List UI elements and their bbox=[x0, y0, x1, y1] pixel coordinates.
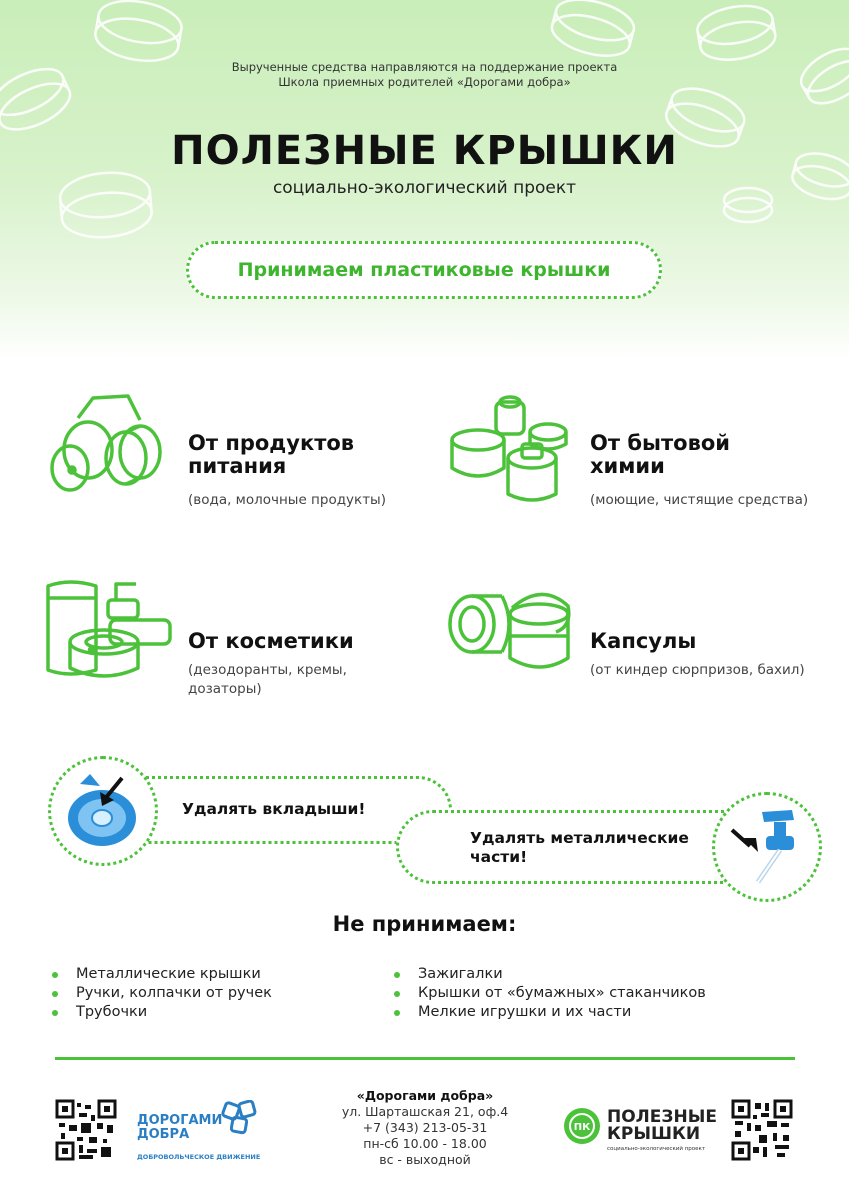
household-chemicals-caps-icon bbox=[446, 392, 576, 516]
phone: +7 (343) 213-05-31 bbox=[362, 1120, 488, 1135]
capsules-icon bbox=[444, 578, 574, 682]
list-item: Ручки, колпачки от ручек bbox=[50, 984, 272, 1003]
cosmetics-caps-icon bbox=[44, 578, 174, 692]
category-cosmetics-title: От косметики bbox=[188, 629, 354, 653]
address: ул. Шарташская 21, оф.4 bbox=[341, 1104, 509, 1119]
qr-code-left-icon[interactable] bbox=[55, 1099, 117, 1161]
not-accepted-heading: Не принимаем: bbox=[332, 912, 517, 936]
funding-note bbox=[0, 60, 849, 90]
category-capsules-title: Капсулы bbox=[590, 629, 697, 653]
category-household-desc: (моющие, чистящие средства) bbox=[590, 492, 809, 508]
accept-banner bbox=[186, 241, 662, 299]
accept-banner-text: Принимаем пластиковые крышки bbox=[237, 259, 611, 281]
list-item: Металлические крышки bbox=[50, 965, 272, 984]
category-cosmetics-desc: (дезодоранты, кремы, дозаторы) bbox=[188, 662, 347, 697]
pump-dispenser-icon bbox=[722, 802, 812, 896]
qr-code-right-icon[interactable] bbox=[731, 1099, 793, 1161]
contact-info bbox=[320, 1088, 530, 1168]
funding-line-2: Школа приемных родителей «Дорогами добра» bbox=[278, 75, 571, 89]
polezny-kryshki-logo-subtitle: социально-экологический проект bbox=[607, 1146, 706, 1152]
weekend-hours: вс - выходной bbox=[379, 1152, 471, 1167]
dorogami-dobra-logo-subtitle: ДОБРОВОЛЬЧЕСКОЕ ДВИЖЕНИЕ bbox=[137, 1153, 261, 1161]
pk-badge-text: ПК bbox=[573, 1122, 591, 1133]
page-title: ПОЛЕЗНЫЕ КРЫШКИ bbox=[171, 128, 678, 174]
not-accepted-list-right bbox=[392, 965, 706, 1022]
polezny-kryshki-logo-text: ПОЛЕЗНЫЕ КРЫШКИ bbox=[607, 1107, 717, 1144]
list-item: Трубочки bbox=[50, 1003, 272, 1022]
dorogami-dobra-logo-icon bbox=[220, 1100, 260, 1140]
cap-with-insert-icon bbox=[60, 770, 150, 856]
working-hours: пн-сб 10.00 - 18.00 bbox=[363, 1136, 487, 1151]
category-household-title: От бытовой химии bbox=[590, 431, 731, 478]
dorogami-dobra-logo-text: ДОРОГАМИ ДОБРА bbox=[137, 1113, 223, 1142]
funding-line-1: Вырученные средства направляются на поддержание проекта bbox=[231, 60, 618, 74]
category-food-desc: (вода, молочные продукты) bbox=[188, 492, 386, 508]
list-item: Зажигалки bbox=[392, 965, 706, 984]
page-subtitle: социально-экологический проект bbox=[272, 178, 577, 198]
footer-divider bbox=[55, 1057, 795, 1060]
decorative-caps-background bbox=[0, 0, 849, 240]
category-capsules-desc: (от киндер сюрпризов, бахил) bbox=[590, 662, 805, 678]
warning-remove-metal-text: Удалять металлические части! bbox=[470, 829, 689, 866]
list-item: Крышки от «бумажных» стаканчиков bbox=[392, 984, 706, 1003]
warning-remove-inserts-text: Удалять вкладыши! bbox=[182, 800, 366, 818]
org-name: «Дорогами добра» bbox=[356, 1088, 494, 1103]
food-caps-icon bbox=[48, 390, 168, 514]
not-accepted-list-left bbox=[50, 965, 272, 1022]
polezny-kryshki-logo-icon bbox=[562, 1106, 602, 1150]
list-item: Мелкие игрушки и их части bbox=[392, 1003, 706, 1022]
category-food-title: От продуктов питания bbox=[188, 431, 355, 478]
